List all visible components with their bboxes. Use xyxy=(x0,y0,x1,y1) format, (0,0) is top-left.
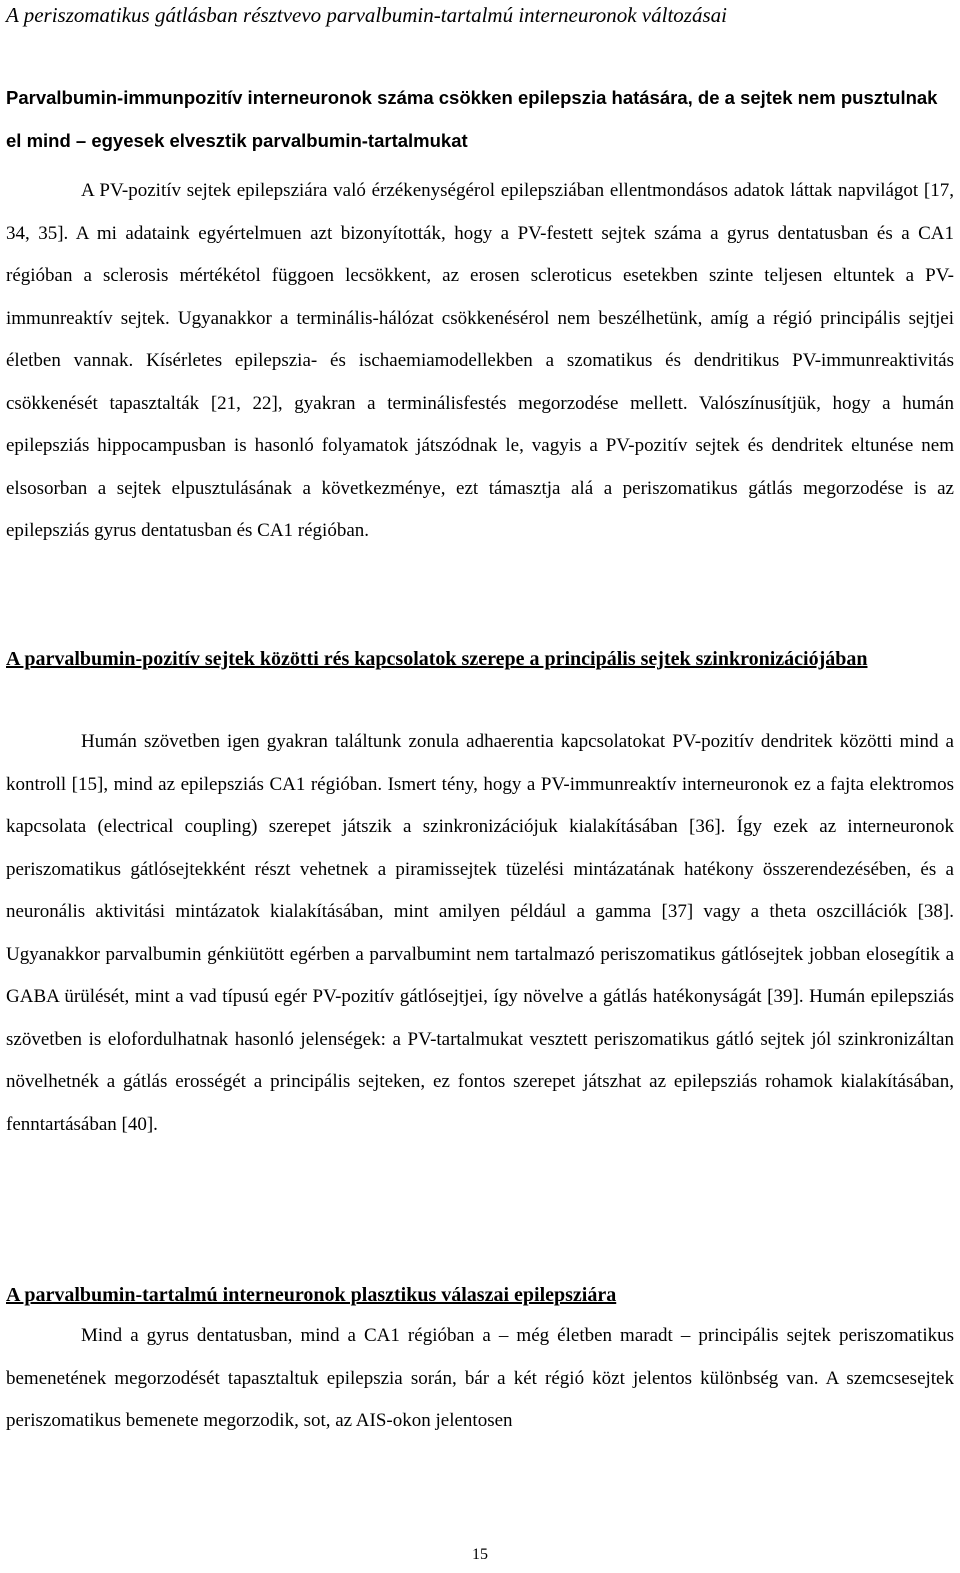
running-title: A periszomatikus gátlásban résztvevo parvalbumin-tartalmú interneuronok változásai xyxy=(6,3,727,27)
section-heading-1: Parvalbumin-immunpozitív interneuronok száma csökken epilepszia hatására, de a sejtek nem pusztulnak el mind – egyesek elvesztik parvalbumin-tartalmukat xyxy=(6,87,938,151)
section-body-3: Mind a gyrus dentatusban, mind a CA1 régióban a – még életben maradt – principális sejtek periszomatikus bemenetének megorzodését tapasztaltuk epilepszia során, bár a két régió közt jelentos különbség van. A szemcsesejtek periszomatikus bemenete megorzodik, sot, az AIS-okon jelentosen xyxy=(6,1325,954,1431)
section-body-1: A PV-pozitív sejtek epilepsziára való érzékenységérol epilepsziában ellentmondásos adatok láttak napvilágot [17, 34, 35]. A mi adataink egyértelmuen azt bizonyították, hogy a PV-festett sejtek száma a gyrus dentatusban és a CA1 régióban a sclerosis mértékétol függoen lecsökkent, az erosen scleroticus esetekben szinte teljesen eltuntek a PV-immunreaktív sejtek. Ugyanakkor a terminális-hálózat csökkenésérol nem beszélhetünk, amíg a régió principális sejtjei életben vannak. Kísérletes epilepszia- és ischaemiamodellekben a szomatikus és dendritikus PV-immunreaktivitás csökkenését tapasztalták [21, 22], gyakran a terminálisfestés megorzodése mellett. Valószínusítjük, hogy a humán epilepsziás hippocampusban is hasonló folyamatok játszódnak le, vagyis a PV-pozitív sejtek és dendritek eltunése nem elsosorban a sejtek elpusztulásának a következménye, ezt támasztja alá a periszomatikus gátlás megorzodése is az epilepsziás gyrus dentatusban és CA1 régióban. xyxy=(6,180,954,541)
section-heading-2: A parvalbumin-pozitív sejtek közötti rés kapcsolatok szerepe a principális sejtek szinkronizációjában xyxy=(6,648,868,670)
section-body-2: Humán szövetben igen gyakran találtunk zonula adhaerentia kapcsolatokat PV-pozitív dendritek közötti mind a kontroll [15], mind az epilepsziás CA1 régióban. Ismert tény, hogy a PV-immunreaktív interneuronok ez a fajta elektromos kapcsolata (electrical coupling) szerepet játszik a szinkronizációjuk kialakításában [36]. Így ezek az interneuronok periszomatikus gátlósejtekként részt vehetnek a piramissejtek tüzelési mintázatának hatékony összerendezésében, és a neuronális aktivitási mintázatok kialakításában, mint amilyen például a gamma [37] vagy a theta oszcillációk [38]. Ugyanakkor parvalbumin génkiütött egérben a parvalbumint nem tartalmazó periszomatikus gátlósejtek jobban elosegítik a GABA ürülését, mint a vad típusú egér PV-pozitív gátlósejtjei, így növelve a gátlás hatékonyságát [39]. Humán epilepsziás szövetben is elofordulhatnak hasonló jelenségek: a PV-tartalmukat vesztett periszomatikus gátló sejtek jól szinkronizáltan növelhetnék a gátlás erosségét a principális sejteken, ez fontos szerepet játszhat az epilepsziás rohamok kialakításában, fenntartásában [40]. xyxy=(6,731,954,1135)
section-heading-3: A parvalbumin-tartalmú interneuronok plasztikus válaszai epilepsziára xyxy=(6,1284,617,1306)
page-number: 15 xyxy=(472,1546,488,1563)
